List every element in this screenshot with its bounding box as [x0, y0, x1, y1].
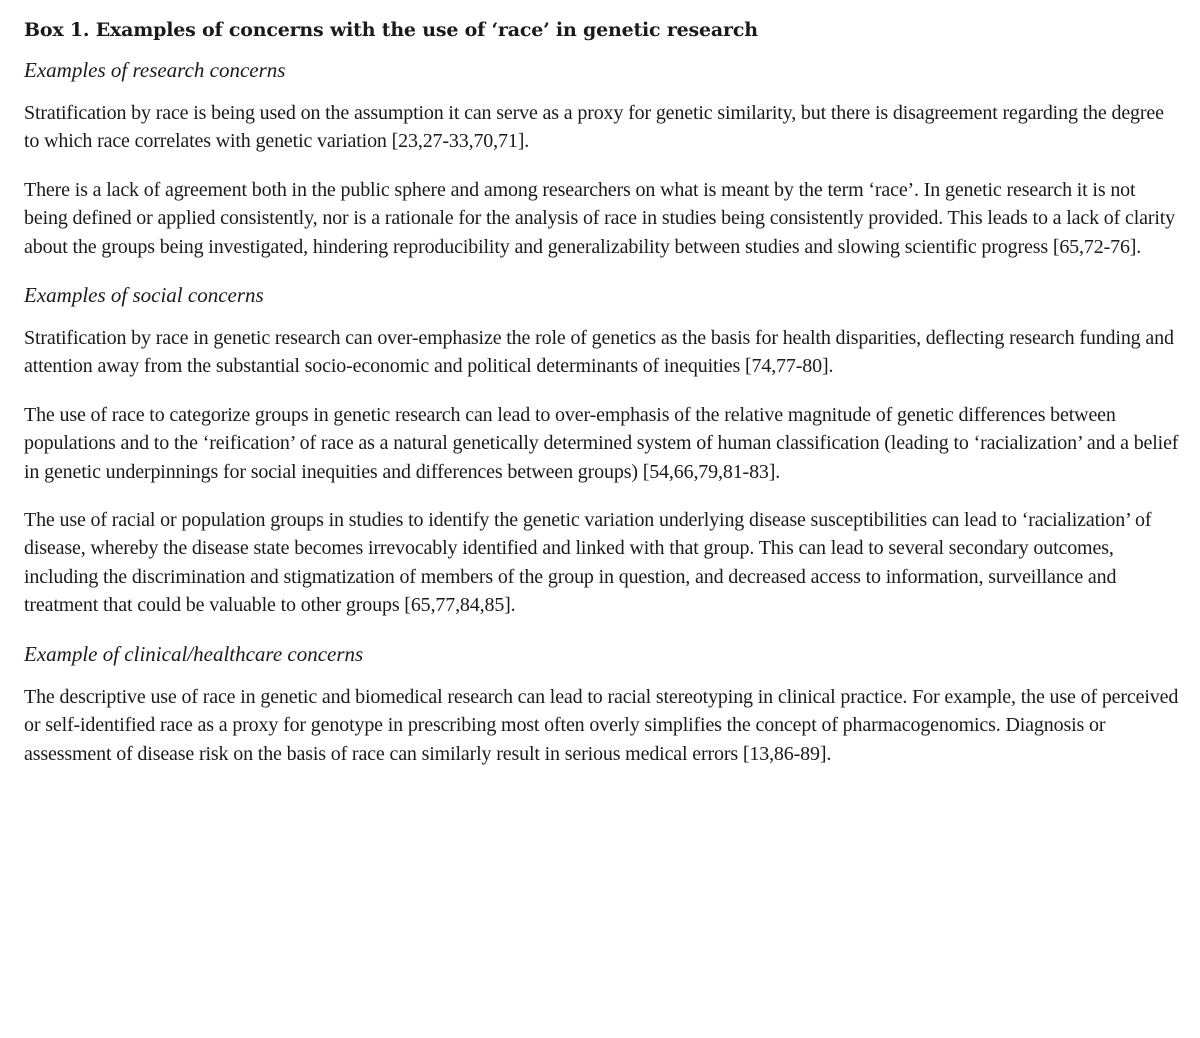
paragraph: The descriptive use of race in genetic and biomedical research can lead to racial stereotyping in clinical practice. For example, the use of perceived or self-identified race as a proxy for genotype in prescribing most often overly simplifies the concept of pharmacogenomics. Diagnosis or assessment of disease risk on the basis of race can similarly result in serious medical errors [13,86-89].: [24, 685, 1179, 765]
section-heading: Example of clinical/healthcare concerns: [24, 641, 364, 666]
paragraph: There is a lack of agreement both in the public sphere and among researchers on what is meant by the term ‘race’. In genetic research it is not being defined or applied consistently, nor is a rationale for the analysis of race in studies being consistently provided. This leads to a lack of clarity about the groups being investigated, hindering reproducibility and generalizability between studies and slowing scientific progress [65,72-76].: [24, 178, 1176, 258]
section-heading: Examples of research concerns: [24, 58, 286, 82]
text-box: [24, 16, 1180, 788]
section-clinical-concerns: [24, 640, 1180, 768]
paragraph: The use of racial or population groups in studies to identify the genetic variation underlying disease susceptibilities can lead to ‘racialization’ of disease, whereby the disease state becomes irrevocably identified and linked with that group. This can lead to several secondary outcomes, including the discrimination and stigmatization of members of the group in question, and decreased access to information, surveillance and treatment that could be valuable to other groups [65,77,84,85].: [24, 509, 1152, 617]
section-heading: Examples of social concerns: [24, 283, 264, 308]
section-social-concerns: [24, 281, 1180, 620]
box-title: Box 1. Examples of concerns with the use of ‘race’ in genetic research: [24, 19, 758, 41]
section-research-concerns: [24, 56, 1180, 261]
paragraph: Stratification by race in genetic research can over-emphasize the role of genetics as the basis for health disparities, deflecting research funding and attention away from the substantial socio-economic and political determinants of inequities [74,77-80].: [24, 327, 1174, 378]
paragraph: The use of race to categorize groups in genetic research can lead to over-emphasis of the relative magnitude of genetic differences between populations and to the ‘reification’ of race as a natural genetically determined system of human classification (leading to ‘racialization’ and a belief in genetic underpinnings for social inequities and differences between groups) [54,66,79,81-83].: [24, 403, 1179, 483]
paragraph: Stratification by race is being used on the assumption it can serve as a proxy for genetic similarity, but there is disagreement regarding the degree to which race correlates with genetic variation [23,27-33,70,71].: [24, 102, 1164, 153]
